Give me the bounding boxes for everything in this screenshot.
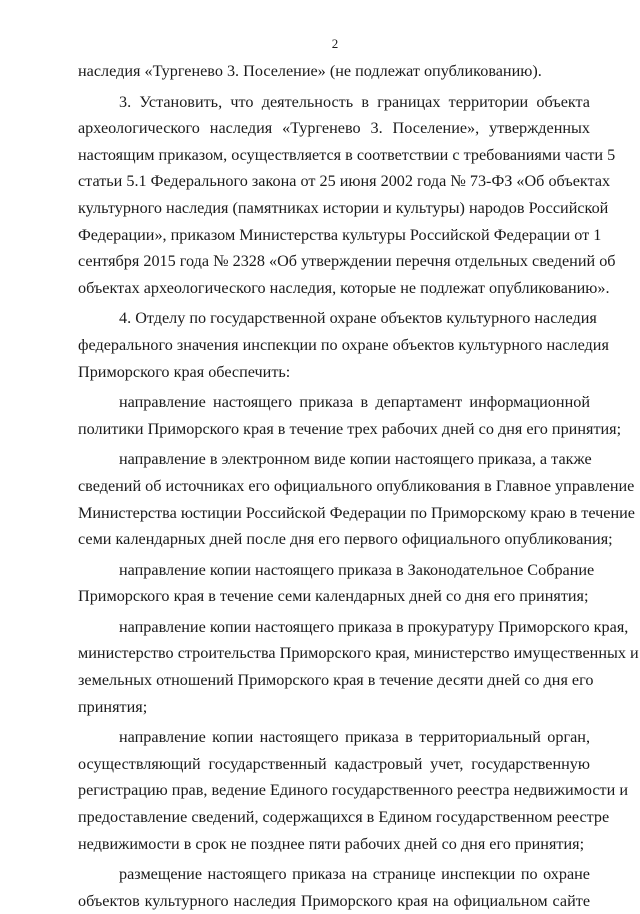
text-line: 4. Отделу по государственной охране объектов культурного наследия <box>119 309 597 328</box>
text-line: осуществляющий государственный кадастровый учет, государственную <box>78 754 590 773</box>
text-line: направление копии настоящего приказа в Законодательное Собрание <box>119 560 595 579</box>
text-line: Федерации», приказом Министерства культуры Российской Федерации от 1 <box>78 225 602 244</box>
text-line: объектов культурного наследия Приморского края на официальном сайте <box>78 891 590 910</box>
text-line: земельных отношений Приморского края в течение десяти дней со дня его <box>78 671 594 690</box>
text-line: Приморского края обеспечить: <box>78 362 291 381</box>
paragraph-website <box>78 861 590 914</box>
text-line: федерального значения инспекции по охране объектов культурного наследия <box>78 335 609 354</box>
text-line: недвижимости в срок не позднее пяти рабочих дней со дня его принятия; <box>78 834 585 853</box>
text-line: археологического наследия «Тургенево 3. Поселение», утвержденных <box>78 119 590 138</box>
text-line: регистрацию прав, ведение Единого государственного реестра недвижимости и <box>78 781 629 800</box>
page-number: 2 <box>331 36 339 51</box>
paragraph-item-3 <box>78 89 616 302</box>
paragraph-justice-ministry <box>78 446 635 552</box>
text-line: сведений об источниках его официального опубликования в Главное управление <box>78 476 635 495</box>
paragraph-prosecutor <box>78 614 639 720</box>
text-line: принятия; <box>78 697 148 716</box>
text-line: политики Приморского края в течение трех рабочих дней со дня его принятия; <box>78 419 622 438</box>
paragraph-1 <box>78 58 590 85</box>
text-line: 3. Установить, что деятельность в границах территории объекта <box>119 92 590 111</box>
text-line: наследия «Тургенево 3. Поселение» (не подлежат опубликованию). <box>78 62 542 80</box>
paragraph-cadastral <box>78 724 629 857</box>
paragraph-info-policy <box>78 389 622 442</box>
text-line: направление копии настоящего приказа в территориальный орган, <box>119 728 590 747</box>
text-line: Приморского края в течение семи календарных дней со дня его принятия; <box>78 587 589 606</box>
paragraph-legislative-assembly <box>78 557 595 610</box>
text-line: объектах археологического наследия, которые не подлежат опубликованию». <box>78 278 610 297</box>
document-body <box>78 58 639 914</box>
text-line: предоставление сведений, содержащихся в Едином государственном реестре <box>78 808 610 827</box>
text-line: настоящим приказом, осуществляется в соответствии с требованиями части 5 <box>78 145 616 164</box>
text-line: направление копии настоящего приказа в прокуратуру Приморского края, <box>119 617 629 636</box>
text-line: Министерства юстиции Российской Федерации по Приморскому краю в течение <box>78 503 635 522</box>
text-line: семи календарных дней после дня его первого официального опубликования; <box>78 530 613 549</box>
paragraph-item-4 <box>78 305 609 385</box>
text-line: размещение настоящего приказа на странице инспекции по охране <box>119 865 590 884</box>
text-line: направление в электронном виде копии настоящего приказа, а также <box>119 450 592 469</box>
text-line: сентября 2015 года № 2328 «Об утверждении перечня отдельных сведений об <box>78 252 616 271</box>
text-line: министерство строительства Приморского края, министерство имущественных и <box>78 644 639 663</box>
text-line: культурного наследия (памятниках истории и культуры) народов Российской <box>78 198 609 217</box>
text-line: статьи 5.1 Федерального закона от 25 июня 2002 года № 73-ФЗ «Об объектах <box>78 172 611 191</box>
text-line: направление настоящего приказа в департамент информационной <box>119 393 590 412</box>
